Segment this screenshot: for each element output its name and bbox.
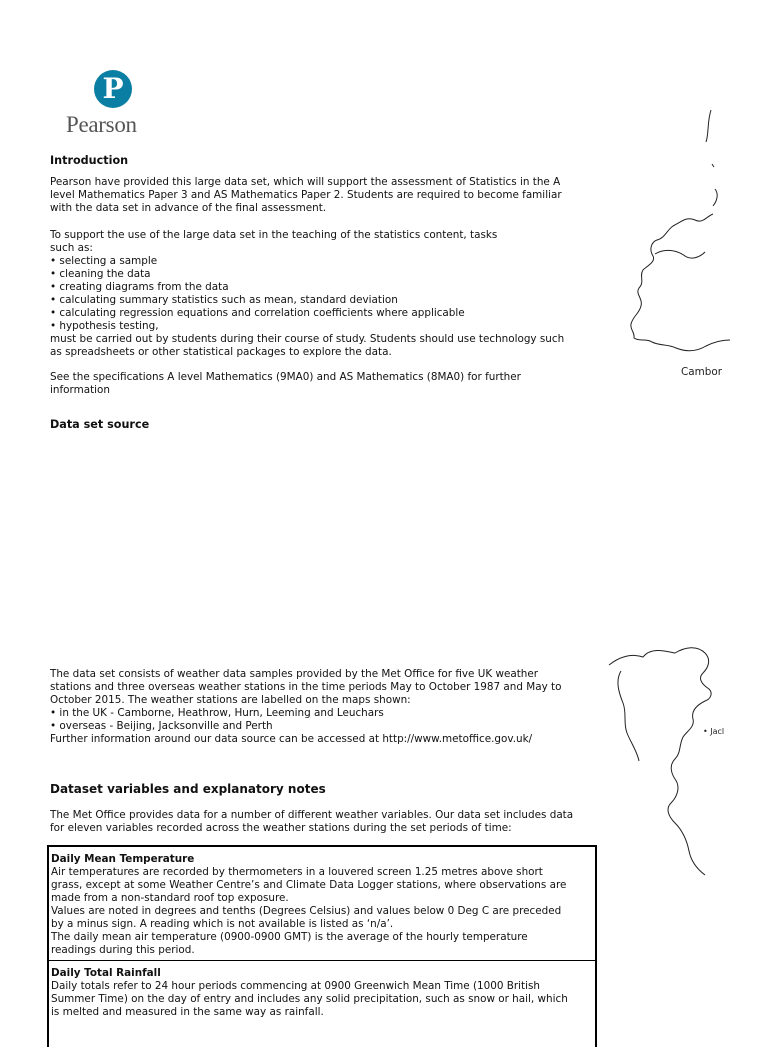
pearson-wordmark: Pearson [66, 112, 137, 137]
variables-heading: Dataset variables and explanatory notes [50, 782, 326, 796]
uk-station-map [615, 64, 768, 399]
uk-map-label-camborne: Cambor [681, 366, 722, 378]
source-paragraph: The data set consists of weather data samples provided by the Met Office for five UK weather stations and three overseas weather stations in the time periods May to October 1987 and May to October 2015. The weather stations are labelled on the maps shown: • in the UK - Camborne, Heathrow, Hurn, Leeming and Leuchars • overseas - Beijing, Jacksonville and Perth Further information around our data source can be accessed at http://www.metoffice.gov.uk/ [50, 668, 562, 745]
source-heading: Data set source [50, 418, 150, 431]
pearson-logo [66, 70, 162, 140]
variables-intro: The Met Office provides data for a number of different weather variables. Our data set includes data for eleven variables recorded across the weather stations during the set periods of time: [50, 809, 574, 834]
variables-table [47, 845, 597, 1047]
americas-coastline-image [603, 643, 768, 893]
world-station-map [603, 643, 768, 893]
uk-coastline-image [615, 64, 768, 399]
variable-description: Air temperatures are recorded by thermometers in a louvered screen 1.25 metres above short grass, except at some Weather Centre’s and Climate Data Logger stations, where observations are made from a non-standard roof top exposure. Values are noted in degrees and tenths (Degrees Celsius) and values below 0 Deg C are preceded by a minus sign. A reading which is not available is listed as ‘n/a’. The daily mean air temperature (0900-0900 GMT) is the average of the hourly temperature readings during this period. [51, 866, 567, 956]
variable-cell [49, 960, 595, 1019]
intro-paragraph-2: To support the use of the large data set in the teaching of the statistics content, tasks such as: • selecting a sample • cleaning the data • creating diagrams from the data • calculating summary statistics such as mean, standard deviation • calculating regression equations and correlation coefficients where applicable • hypothesis testing, must be carried out by students during their course of study. Students should use technology such as spreadsheets or other statistical packages to explore the data. [50, 229, 565, 358]
intro-paragraph-1: Pearson have provided this large data set, which will support the assessment of Statistics in the A level Mathematics Paper 3 and AS Mathematics Paper 2. Students are required to become familiar with the data set in advance of the final assessment. [50, 176, 562, 214]
world-map-label-jacksonville: • Jacl [703, 727, 725, 736]
pearson-logo-icon: P [94, 70, 132, 108]
variable-title: Daily Total Rainfall [51, 967, 161, 979]
intro-paragraph-3: See the specifications A level Mathematics (9MA0) and AS Mathematics (8MA0) for further information [50, 371, 521, 396]
variable-cell [49, 847, 595, 957]
intro-heading: Introduction [50, 154, 129, 167]
variable-title: Daily Mean Temperature [51, 853, 195, 865]
variable-description: Daily totals refer to 24 hour periods commencing at 0900 Greenwich Mean Time (1000 British Summer Time) on the day of entry and includes any solid precipitation, such as snow or hail, which is melted and measured in the same way as rainfall. [51, 980, 568, 1018]
